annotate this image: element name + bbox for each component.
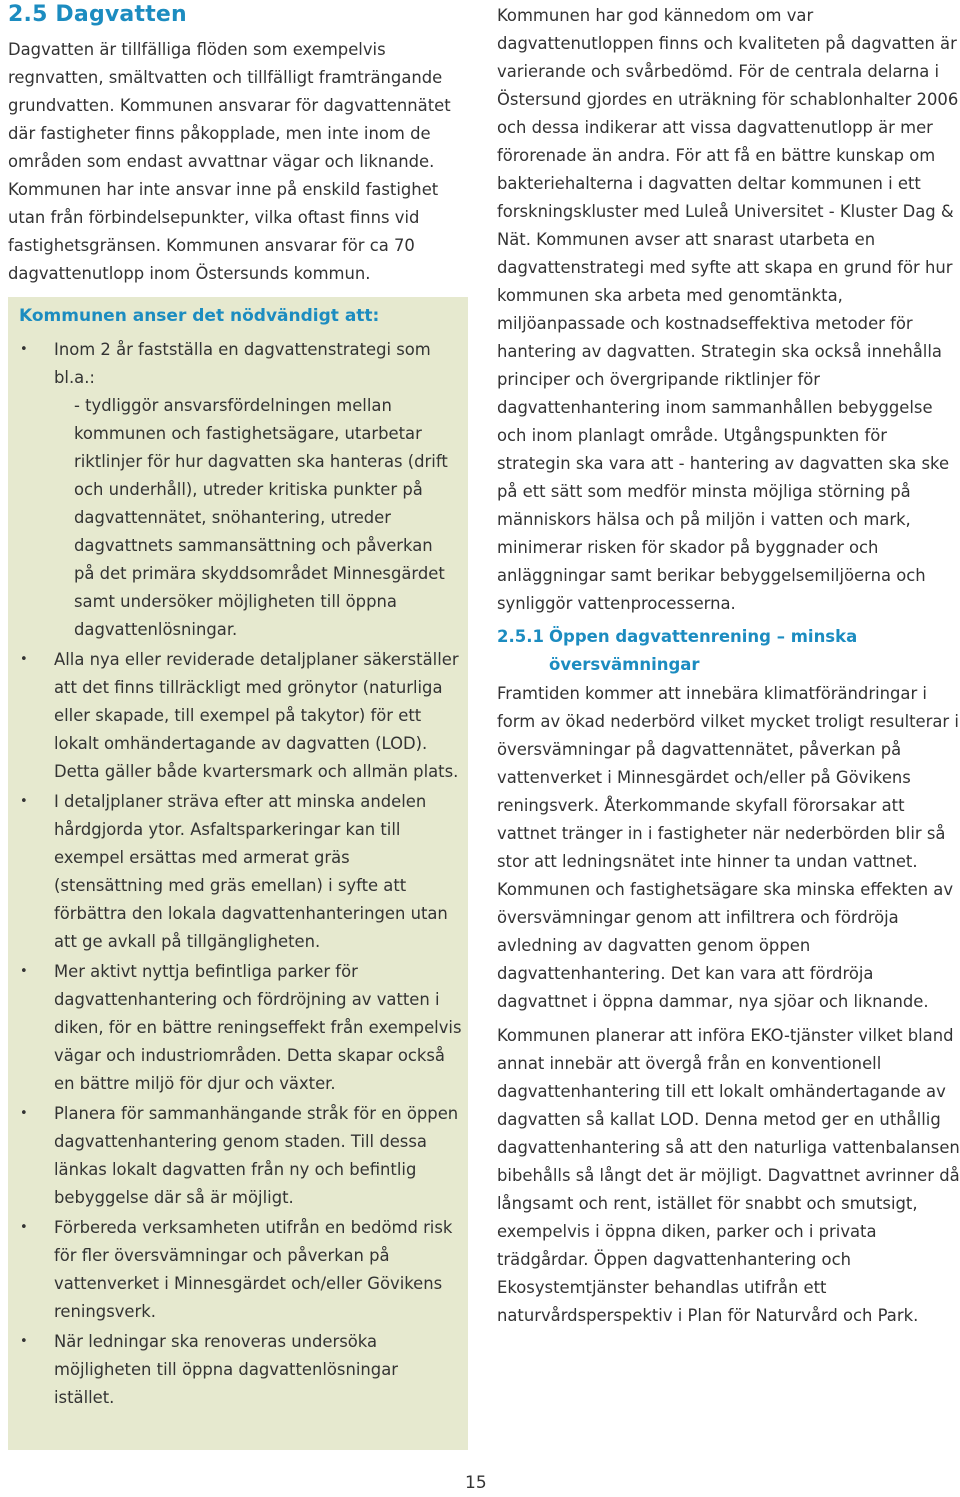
list-item	[8, 788, 468, 956]
subsection-title-line2: översvämningar	[549, 655, 700, 674]
right-paragraph-1: Kommunen har god kännedom om var dagvattenutloppen finns och kvaliteten på dagvatten är varierande och svårbedömd. För de centrala delarna i Östersund gjordes en uträkning för schablonhalter 2006 och dessa indikerar att vissa dagvattenutlopp är mer förorenade än andra. För att få en bättre kunskap om bakteriehalterna i dagvatten deltar kommunen i ett forskningskluster med Luleå Universitet - Kluster Dag & Nät. Kommunen avser att snarast utarbeta en dagvattenstrategi med syfte att skapa en grund för hur kommunen ska arbeta med genomtänkta, miljöanpassade och kostnadseffektiva metoder för hantering av dagvatten. Strategin ska också innehålla principer och övergripande riktlinjer för dagvattenhantering inom sammanhållen bebyggelse och inom planlagt område. Utgångspunkten för strategin ska vara att - hantering av dagvatten ska ske på ett sätt som medför minsta möjliga störning på människors hälsa och på miljön i vatten och mark, minimerar risken för skador på byggnader och anläggningar samt berikar bebyggelsemiljöerna och synliggör vattenprocesserna.	[497, 6, 959, 613]
bullet-icon: •	[20, 794, 28, 809]
subsection-number: 2.5.1	[497, 627, 544, 646]
right-paragraph-2: Framtiden kommer att innebära klimatförändringar i form av ökad nederbörd vilket mycket troligt resulterar i översvämningar på dagvattennätet, påverkan på vattenverket i Minnesgärdet och/eller på Gövikens reningsverk. Återkommande skyfall förorsakar att vattnet tränger in i fastigheter när nederbörden blir så stor att ledningsnätet inte hinner ta undan vattnet. Kommunen och fastighetsägare ska minska effekten av översvämningar genom att infiltrera och fördröja avledning av dagvatten genom öppen dagvattenhantering. Det kan vara att fördröja dagvattnet i öppna dammar, nya sjöar och liknande.	[497, 684, 959, 1011]
list-item-text: Planera för sammanhängande stråk för en öppen dagvattenhantering genom staden. Till dessa länkas lokalt dagvatten från ny och befintlig bebyggelse där så är möjligt.	[54, 1104, 459, 1207]
list-subtext: - tydliggör ansvarsfördelningen mellan kommunen och fastighetsägare, utarbetar riktlinjer för hur dagvatten ska hanteras (drift och underhåll), utreder kritiska punkter på dagvattennätet, snöhantering, utreder dagvattnets sammansättning och påverkan på det primära skyddsområdet Minnesgärdet samt undersöker möjligheten till öppna dagvattenlösningar.	[74, 396, 448, 639]
right-paragraph-3: Kommunen planerar att införa EKO-tjänster vilket bland annat innebär att övergå från en konventionell dagvattenhantering till ett lokalt omhändertagande av dagvatten så kallat LOD. Denna metod ger en uthållig dagvattenhantering så att den naturliga vattenbalansen bibehålls så långt det är möjligt. Dagvattnet avrinner då långsamt och rent, istället för snabbt och smutsigt, exempelvis i öppna diken, parker och i privata trädgårdar. Öppen dagvattenhantering och Ekosystemtjänster behandlas utifrån ett naturvårdsperspektiv i Plan för Naturvård och Park.	[497, 1026, 960, 1325]
list-item-text: Förbereda verksamheten utifrån en bedömd risk för fler översvämningar och påverkan på vattenverket i Minnesgärdet och/eller Gövikens reningsverk.	[54, 1218, 453, 1321]
box-title: Kommunen anser det nödvändigt att:	[19, 306, 380, 326]
recommendation-list	[8, 336, 468, 1412]
list-item-text: I detaljplaner sträva efter att minska andelen hårdgjorda ytor. Asfaltsparkeringar kan till exempel ersättas med armerat gräs (stensättning med gräs emellan) i syfte att förbättra den lokala dagvattenhanteringen utan att ge avkall på tillgängligheten.	[54, 792, 448, 951]
list-item	[8, 336, 468, 392]
subsection-title-line1: Öppen dagvattenrening – minska	[549, 627, 858, 646]
page-number: 15	[465, 1473, 487, 1493]
list-item	[8, 1100, 468, 1212]
recommendation-box	[8, 297, 468, 1450]
bullet-icon: •	[20, 1334, 28, 1349]
list-item	[8, 1214, 468, 1326]
list-item	[8, 646, 468, 786]
bullet-icon: •	[20, 964, 28, 979]
list-item-text: Inom 2 år fastställa en dagvattenstrategi som bl.a.:	[54, 340, 431, 387]
section-heading: 2.5 Dagvatten	[8, 2, 187, 27]
list-item-text: Alla nya eller reviderade detaljplaner säkerställer att det finns tillräckligt med grönytor (naturliga eller skapade, till exempel på takytor) för ett lokalt omhändertagande av dagvatten (LOD). Detta gäller både kvartersmark och allmän plats.	[54, 650, 459, 781]
bullet-icon: •	[20, 652, 28, 667]
list-item-text: När ledningar ska renoveras undersöka möjligheten till öppna dagvattenlösningar istället.	[54, 1332, 398, 1407]
bullet-icon: •	[20, 1220, 28, 1235]
bullet-icon: •	[20, 342, 28, 357]
intro-paragraph: Dagvatten är tillfälliga flöden som exempelvis regnvatten, smältvatten och tillfälligt framträngande grundvatten. Kommunen ansvarar för dagvattennätet där fastigheter finns påkopplade, men inte inom de områden som endast avvattnar vägar och liknande. Kommunen har inte ansvar inne på enskild fastighet utan från förbindelsepunkter, vilka oftast finns vid fastighetsgränsen. Kommunen ansvarar för ca 70 dagvattenutlopp inom Östersunds kommun.	[8, 40, 451, 283]
list-item	[8, 1328, 468, 1412]
bullet-icon: •	[20, 1106, 28, 1121]
list-item	[8, 958, 468, 1098]
subsection-heading	[497, 623, 960, 679]
list-item-text: Mer aktivt nyttja befintliga parker för dagvattenhantering och fördröjning av vatten i diken, för en bättre reningseffekt från exempelvis vägar och industriområden. Detta skapar också en bättre miljö för djur och växter.	[54, 962, 462, 1093]
